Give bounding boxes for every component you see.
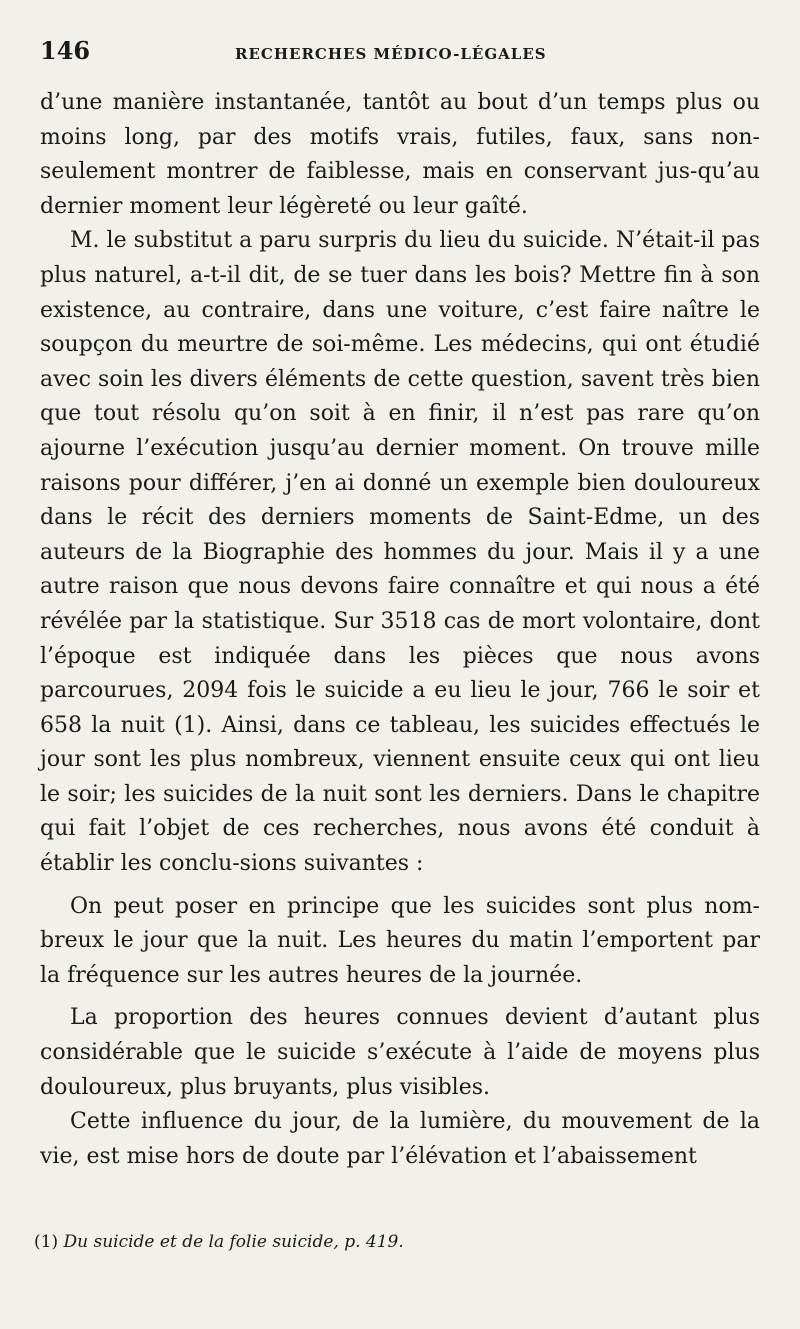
page-number: 146	[40, 36, 91, 65]
book-page	[40, 36, 760, 1306]
paragraph: On peut poser en principe que les suicides sont plus nom-breux le jour que la nuit. Les heures du matin l’emportent par la fréquence sur les autres heures de la journée.	[40, 893, 760, 988]
body-text	[40, 86, 760, 1174]
page-header	[40, 36, 760, 80]
running-head: RECHERCHES MÉDICO-LÉGALES	[235, 45, 547, 63]
footnote-marker: (1)	[34, 1232, 59, 1252]
paragraph: M. le substitut a paru surpris du lieu du suicide. N’était-il pas plus naturel, a-t-il dit, de se tuer dans les bois? Mettre fin à son existence, au contraire, dans une voiture, c’est faire naître le soupçon du meurtre de soi-même. Les médecins, qui ont étudié avec soin les divers éléments de cette question, savent très bien que tout résolu qu’on soit à en finir, il n’est pas rare qu’on ajourne l’exécution jusqu’au dernier moment. On trouve mille raisons pour différer, j’en ai donné un exemple bien douloureux dans le récit des derniers moments de Saint-Edme, un des auteurs de la Biographie des hommes du jour. Mais il y a une autre raison que nous devons faire connaître et qui nous a été révélée par la statistique. Sur 3518 cas de mort volontaire, dont l’époque est indiquée dans les pièces que nous avons parcourues, 2094 fois le suicide a eu lieu le jour, 766 le soir et 658 la nuit (1). Ainsi, dans ce tableau, les suicides effectués le jour sont les plus nombreux, viennent ensuite ceux qui ont lieu le soir; les suicides de la nuit sont les derniers. Dans le chapitre qui fait l’objet de ces recherches, nous avons été conduit à établir les conclu-sions suivantes :	[40, 228, 760, 877]
footnote	[34, 1232, 404, 1252]
paragraph-continued: d’une manière instantanée, tantôt au bout d’un temps plus ou moins long, par des motifs vrais, futiles, faux, sans non-seulement montrer de faiblesse, mais en conservant jus-qu’au dernier moment leur légèreté ou leur gaîté.	[40, 90, 760, 219]
paragraph: La proportion des heures connues devient d’autant plus considérable que le suicide s’exécute à l’aide de moyens plus douloureux, plus bruyants, plus visibles.	[40, 1005, 760, 1100]
footnote-text: Du suicide et de la folie suicide, p. 419.	[63, 1232, 404, 1252]
paragraph: Cette influence du jour, de la lumière, du mouvement de la vie, est mise hors de doute par l’élévation et l’abaissement	[40, 1109, 760, 1169]
